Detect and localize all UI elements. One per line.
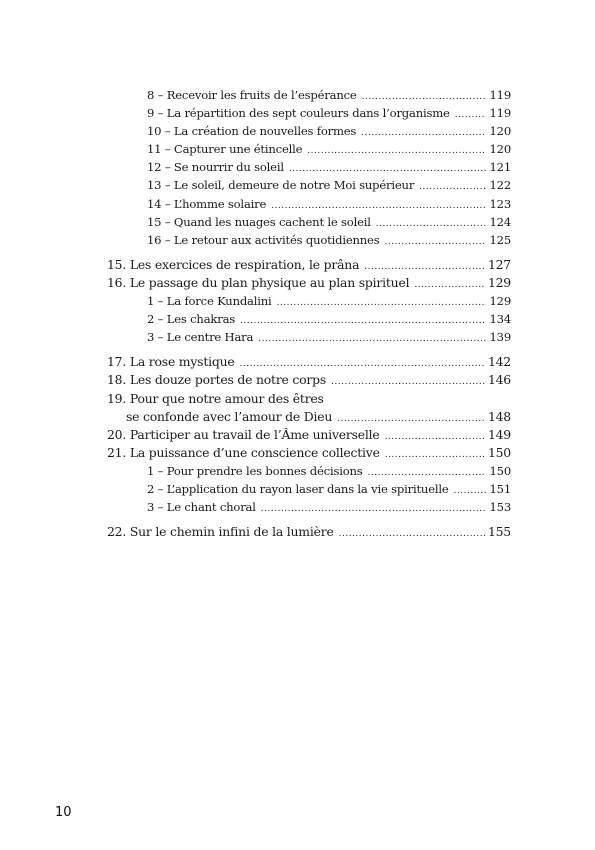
page-number: 10	[55, 805, 72, 820]
toc-subentry: 3 – Le chant choral ..... 153	[107, 498, 511, 516]
toc-subentry: 2 – L’application du rayon laser dans la vie spirituelle ..... 151	[107, 480, 511, 498]
toc-subentry: 13 – Le soleil, demeure de notre Moi supérieur ..... 122	[107, 176, 511, 194]
toc-chapter: 22. Sur le chemin infini de la lumière ..... 155	[107, 523, 511, 541]
toc-chapter: 15. Les exercices de respiration, le prâna ..... 127	[107, 256, 511, 274]
toc-subentry: 8 – Recevoir les fruits de l’espérance ..... 119	[107, 86, 511, 104]
table-of-contents	[107, 86, 511, 541]
toc-chapter-first-line: 19. Pour que notre amour des êtres	[107, 390, 324, 406]
toc-subentry: 11 – Capturer une étincelle ..... 120	[107, 140, 511, 158]
toc-subentry: 9 – La répartition des sept couleurs dans l’organisme ..... 119	[107, 104, 511, 122]
toc-subentry: 12 – Se nourrir du soleil ..... 121	[107, 158, 511, 176]
toc-chapter: 18. Les douze portes de notre corps ..... 146	[107, 371, 511, 389]
toc-subentry: 10 – La création de nouvelles formes ..... 120	[107, 122, 511, 140]
toc-subentry: 3 – Le centre Hara ..... 139	[107, 328, 511, 346]
toc-chapter-continuation: se confonde avec l’amour de Dieu ..... 148	[107, 408, 511, 426]
toc-subentry: 16 – Le retour aux activités quotidiennes ..... 125	[107, 231, 511, 249]
toc-chapter: 16. Le passage du plan physique au plan spirituel ..... 129	[107, 274, 511, 292]
toc-subentry: 2 – Les chakras ..... 134	[107, 310, 511, 328]
toc-chapter: 17. La rose mystique ..... 142	[107, 353, 511, 371]
toc-subentry: 1 – La force Kundalini ..... 129	[107, 292, 511, 310]
toc-subentry: 15 – Quand les nuages cachent le soleil ..... 124	[107, 213, 511, 231]
toc-chapter: 21. La puissance d’une conscience collective ..... 150	[107, 444, 511, 462]
toc-subentry: 14 – L’homme solaire ..... 123	[107, 195, 511, 213]
toc-subentry: 1 – Pour prendre les bonnes décisions ..... 150	[107, 462, 511, 480]
toc-chapter: 20. Participer au travail de l’Âme universelle ..... 149	[107, 426, 511, 444]
